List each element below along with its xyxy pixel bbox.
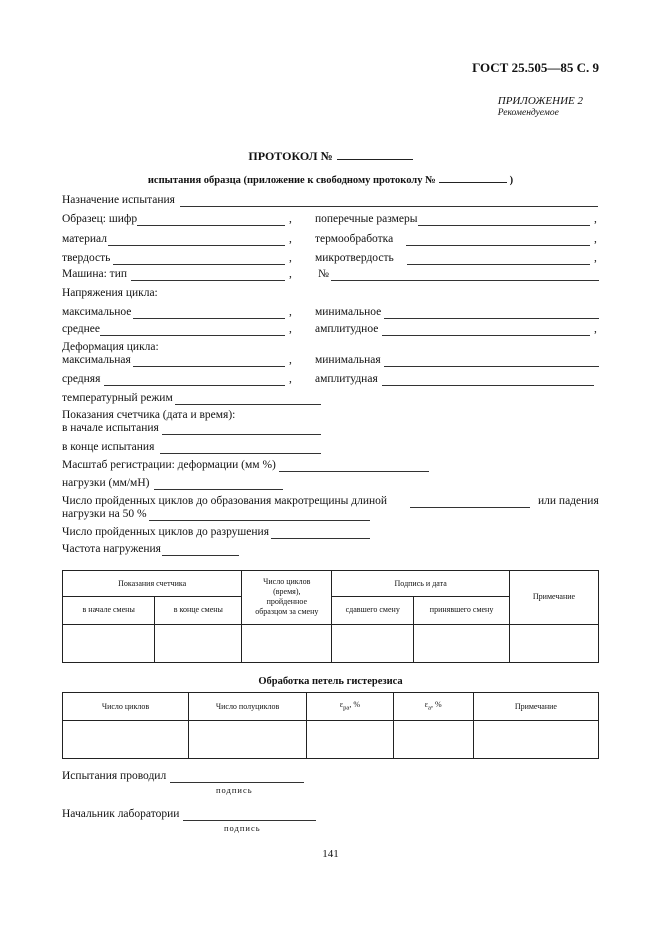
comma: ,	[594, 213, 597, 225]
table-cell[interactable]	[393, 721, 473, 759]
strain-amplitude-label: амплитудная	[315, 373, 378, 385]
sign-header: Подпись и дата	[332, 571, 510, 597]
table-cell[interactable]	[307, 721, 393, 759]
counter-header: Показания счетчика	[63, 571, 242, 597]
stress-min-label: минимальное	[315, 306, 382, 318]
microhardness-field[interactable]	[407, 263, 590, 265]
stress-min-field[interactable]	[384, 317, 599, 319]
stress-mean-label: среднее	[62, 323, 101, 335]
cross-dims-field[interactable]	[418, 224, 590, 226]
machine-no-label: №	[318, 268, 329, 280]
stress-mean-field[interactable]	[100, 334, 285, 336]
table-cell[interactable]	[63, 624, 155, 662]
comma: ,	[289, 268, 292, 280]
material-field[interactable]	[108, 244, 285, 246]
hardness-label: твердость	[62, 252, 111, 264]
signature-caption: подпись	[224, 823, 261, 833]
machine-type-field[interactable]	[131, 279, 285, 281]
or-drop-label: или падения	[538, 495, 599, 507]
cycles-header-l4: образцом за смену	[255, 607, 319, 617]
temp-mode-label: температурный режим	[62, 392, 173, 404]
load-label: нагрузки (мм/мН)	[62, 477, 150, 489]
percent-unit: , %	[349, 699, 361, 709]
machine-type-label: Машина: тип	[62, 268, 128, 280]
microhardness-label: микротвердость	[315, 252, 394, 264]
strain-amplitude-field[interactable]	[382, 384, 594, 386]
cycles-col-header: Число циклов	[63, 693, 189, 721]
end-label: в конце испытания	[62, 441, 155, 453]
comma: ,	[594, 233, 597, 245]
cycles-fail-field[interactable]	[271, 537, 370, 539]
table-cell[interactable]	[242, 624, 332, 662]
eps-pa-subscript: pa	[343, 704, 350, 712]
hardness-field[interactable]	[113, 263, 285, 265]
strain-cycle-label: Деформация цикла:	[62, 341, 159, 353]
standard-header: ГОСТ 25.505—85 С. 9	[472, 60, 599, 75]
note-header: Примечание	[510, 571, 599, 625]
purpose-field[interactable]	[180, 205, 598, 207]
macro-length-field[interactable]	[410, 506, 530, 508]
percent-unit: , %	[430, 699, 442, 709]
strain-max-label: максимальная	[62, 354, 131, 366]
machine-no-field[interactable]	[331, 279, 599, 281]
appendix-label: ПРИЛОЖЕНИЕ 2	[497, 95, 583, 107]
half-cycles-col-header: Число полуциклов	[189, 693, 307, 721]
note-col-header: Примечание	[473, 693, 598, 721]
table-cell[interactable]	[473, 721, 598, 759]
signature-caption: подпись	[216, 785, 253, 795]
comma: ,	[289, 373, 292, 385]
frequency-field[interactable]	[162, 554, 239, 556]
strain-mean-label: средняя	[62, 373, 101, 385]
free-protocol-number-blank[interactable]	[439, 172, 507, 183]
table-cell[interactable]	[189, 721, 307, 759]
strain-max-field[interactable]	[133, 365, 285, 367]
cycles-header-l3: пройденное	[266, 597, 307, 607]
end-field[interactable]	[160, 452, 321, 454]
tested-by-label: Испытания проводил	[62, 770, 167, 782]
heat-treat-label: термообработка	[315, 233, 394, 245]
hysteresis-table	[62, 692, 599, 759]
load-field[interactable]	[154, 488, 283, 490]
cycles-fail-label: Число пройденных циклов до разрушения	[62, 526, 269, 538]
heat-treat-field[interactable]	[406, 244, 590, 246]
table-cell[interactable]	[332, 624, 414, 662]
hysteresis-title: Обработка петель гистерезиса	[258, 676, 403, 687]
stress-max-label: максимальное	[62, 306, 132, 318]
purpose-label: Назначение испытания	[62, 194, 175, 206]
comma: ,	[289, 306, 292, 318]
comma: ,	[289, 233, 292, 245]
eps-symbol: ε	[424, 699, 428, 709]
protocol-subtitle	[0, 172, 661, 186]
subtitle-text: испытания образца (приложение к свободному протоколу №	[147, 175, 436, 186]
eps-a-subscript: a	[428, 704, 431, 712]
stress-cycle-label: Напряжения цикла:	[62, 287, 158, 299]
temp-mode-field[interactable]	[175, 403, 321, 405]
cycles-header	[242, 571, 332, 625]
scale-label: Масштаб регистрации: деформации (мм %)	[62, 459, 276, 471]
protocol-title	[0, 148, 661, 164]
head-signature-field[interactable]	[183, 819, 316, 821]
cycles-header-l1: Число циклов	[263, 577, 311, 587]
shift-start-header: в начале смены	[63, 597, 155, 624]
load-50-label: нагрузки на 50 %	[62, 508, 147, 520]
comma: ,	[289, 354, 292, 366]
frequency-label: Частота нагружения	[62, 543, 161, 555]
comma: ,	[289, 252, 292, 264]
stress-amplitude-label: амплитудное	[315, 323, 379, 335]
head-label: Начальник лаборатории	[62, 808, 180, 820]
sample-code-label: Образец: шифр	[62, 213, 138, 225]
table-cell[interactable]	[510, 624, 599, 662]
sample-code-field[interactable]	[137, 224, 285, 226]
page-number: 141	[322, 848, 339, 860]
counter-label: Показания счетчика (дата и время):	[62, 409, 236, 421]
protocol-number-blank[interactable]	[337, 148, 413, 160]
shift-log-table	[62, 570, 599, 663]
appendix-block	[498, 95, 583, 119]
comma: ,	[289, 213, 292, 225]
eps-symbol: ε	[339, 699, 344, 709]
tested-by-signature-field[interactable]	[170, 781, 304, 783]
handed-header: сдавшего смену	[332, 597, 414, 624]
protocol-title-text: ПРОТОКОЛ №	[248, 149, 333, 163]
cycles-macro-label: Число пройденных циклов до образования макротрещины длиной	[62, 495, 388, 507]
shift-end-header: в конце смены	[155, 597, 242, 624]
stress-amplitude-field[interactable]	[382, 334, 590, 336]
comma: ,	[289, 323, 292, 335]
load-50-field[interactable]	[149, 519, 370, 521]
eps-pa-col-header	[307, 693, 393, 721]
appendix-note: Рекомендуемое	[497, 108, 559, 118]
scale-field[interactable]	[279, 470, 429, 472]
table-cell[interactable]	[155, 624, 242, 662]
comma: ,	[594, 323, 597, 335]
material-label: материал	[62, 233, 107, 245]
table-cell[interactable]	[414, 624, 510, 662]
table-cell[interactable]	[63, 721, 189, 759]
strain-min-field[interactable]	[384, 365, 599, 367]
cycles-header-l2: (время),	[273, 587, 301, 597]
eps-a-col-header	[393, 693, 473, 721]
start-label: в начале испытания	[62, 422, 159, 434]
comma: ,	[594, 252, 597, 264]
cross-dims-label: поперечные размеры	[315, 213, 418, 225]
start-field[interactable]	[162, 433, 321, 435]
subtitle-close: )	[509, 175, 514, 186]
stress-max-field[interactable]	[133, 317, 285, 319]
received-header: принявшего смену	[414, 597, 510, 624]
strain-mean-field[interactable]	[104, 384, 285, 386]
strain-min-label: минимальная	[315, 354, 381, 366]
